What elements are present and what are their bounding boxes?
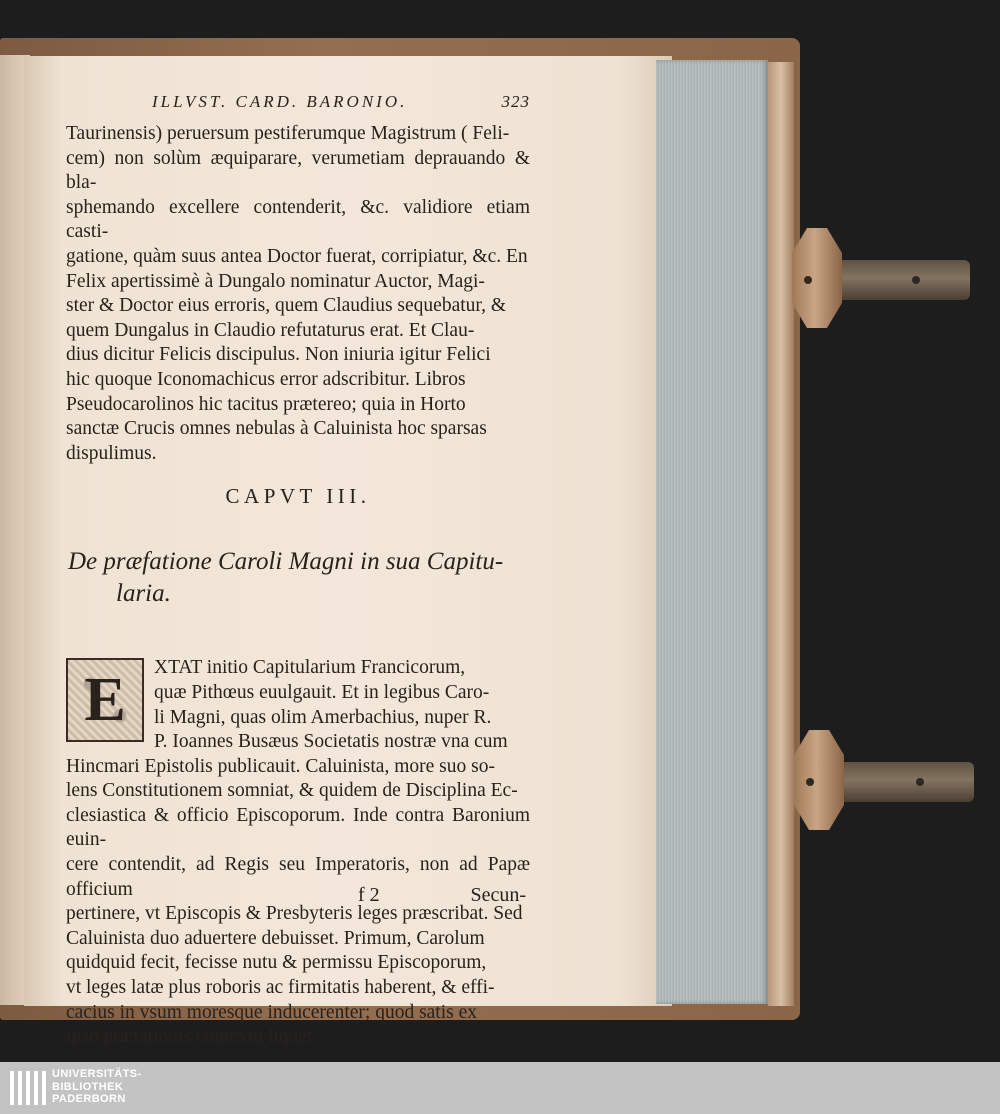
page-fore-edge <box>656 60 768 1004</box>
body-paragraph: XTAT initio Capitularium Francicorum, quæ Pithœus euulgauit. Et in legibus Caro- li Magni, quas olim Amerbachius, nuper R. P. Ioannes Busæus Societatis nostræ vna cum Hincmari Epistolis publicauit. Caluinista, more suo so- lens Constitutionem somniat, & quidem de Disciplina Ec- clesiastica & officio Episcoporum. Inde contra Baronium euin- cere contendit, ad Regis seu Imperatoris, non ad Papæ officium pertinere, vt Episcopis & Presbyteris leges præscribat. Sed Caluinista duo aduertere debuisset. Primum, Carolum quidquid fecit, fecisse nutu & permissu Episcoporum, vt leges latæ plus roboris ac firmitatis haberent, & effi- cacius in vsum moresque inducerenter; quod satis ex ipso præfationis contextu liquet. <box>66 657 530 1048</box>
running-head <box>152 92 530 118</box>
library-logo-text <box>52 1068 142 1106</box>
page-number: 323 <box>501 92 530 111</box>
cover-board-edge <box>768 62 794 1006</box>
logo-line: BIBLIOTHEK <box>52 1080 124 1093</box>
clasp-rivet <box>804 276 812 284</box>
chapter-body <box>66 656 530 1050</box>
clasp-hinge <box>792 228 842 328</box>
clasp-rivet <box>916 778 924 786</box>
ornamental-initial <box>66 658 144 742</box>
library-logo-icon <box>8 1067 48 1109</box>
signature-mark: f 2 <box>358 884 380 906</box>
chapter-heading: CAPVT III. <box>225 484 371 509</box>
chapter-subtitle-line: laria. <box>116 580 171 608</box>
page-footer <box>358 884 526 907</box>
drop-cap-letter: E <box>68 660 142 740</box>
running-head-title: ILLVST. CARD. BARONIO. <box>152 92 408 111</box>
library-footer-bar <box>0 1062 1000 1114</box>
clasp-hinge <box>794 730 844 830</box>
logo-line: PADERBORN <box>52 1093 126 1105</box>
chapter-subtitle-line: De præfatione Caroli Magni in sua Capitu- <box>68 548 504 576</box>
catchword: Secun- <box>470 884 526 906</box>
clasp-rivet <box>912 276 920 284</box>
chapter-subtitle <box>68 514 530 642</box>
logo-line: UNIVERSITÄTS- <box>52 1068 142 1080</box>
clasp-rivet <box>806 778 814 786</box>
body-paragraph: Taurinensis) peruersum pestiferumque Magistrum ( Feli- cem) non solùm æquiparare, verumetiam deprauando & bla- sphemando excellere contenderit, &c. validiore etiam casti- gatione, quàm suus antea Doctor fuerat, corripiatur, &c. En Felix apertissimè à Dungalo nominatur Auctor, Magi- ster & Doctor eius erroris, quem Claudius sequebatur, & quem Dungalus in Claudio refutaturus erat. Et Clau- dius dicitur Felicis discipulus. Non iniuria igitur Felici hic quoque Iconomachicus error adscribitur. Libros Pseudocarolinos hic tacitus prætereo; quia in Horto sanctæ Crucis omnes nebulas à Caluinista hoc sparsas dispulimus. <box>66 123 530 464</box>
